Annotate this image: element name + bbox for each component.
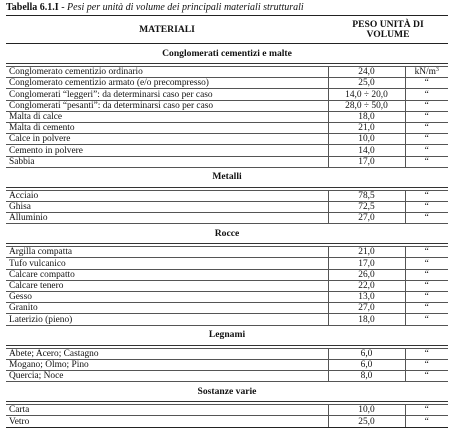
- unit-label: “: [424, 281, 429, 291]
- material-name: Gesso: [6, 292, 328, 303]
- table-header-row: [6, 16, 448, 44]
- unit-weight-value: 27,0: [328, 213, 405, 224]
- section-title: Rocce: [6, 224, 448, 244]
- unit-weight-value: 28,0 ÷ 50,0: [328, 100, 405, 111]
- table-row: [6, 156, 448, 167]
- material-name: Malta di cemento: [6, 122, 328, 133]
- table-row: [6, 89, 448, 100]
- unit-weight-value: 13,0: [328, 292, 405, 303]
- material-name: Calcare compatto: [6, 269, 328, 280]
- table-row: [6, 78, 448, 89]
- unit-exponent: 3: [435, 67, 439, 74]
- material-name: Tufo vulcanico: [6, 258, 328, 269]
- unit-cell: [405, 280, 448, 291]
- unit-label: “: [424, 190, 429, 201]
- unit-label: “: [424, 348, 429, 359]
- material-name: Quercia; Noce: [6, 370, 328, 381]
- unit-cell: [405, 303, 448, 314]
- section-header: [6, 325, 448, 345]
- table-row: [6, 201, 448, 212]
- unit-cell: [405, 201, 448, 212]
- unit-cell: [405, 156, 448, 167]
- table-row: [6, 111, 448, 122]
- material-name: Conglomerato cementizio ordinario: [6, 67, 328, 78]
- unit-cell: [405, 247, 448, 258]
- unit-label: “: [424, 100, 429, 111]
- unit-weight-value: 14,0 ÷ 20,0: [328, 89, 405, 100]
- unit-cell: [405, 67, 448, 78]
- unit-cell: [405, 359, 448, 370]
- unit-cell: [405, 314, 448, 325]
- unit-weight-value: 24,0: [328, 67, 405, 78]
- unit-cell: [405, 269, 448, 280]
- table-row: [6, 67, 448, 78]
- material-name: Laterizio (pieno): [6, 314, 328, 325]
- unit-label: “: [424, 156, 429, 167]
- unit-cell: [405, 258, 448, 269]
- section-title: Conglomerati cementizi e malte: [6, 44, 448, 64]
- unit-cell: [405, 292, 448, 303]
- material-name: Carta: [6, 405, 328, 416]
- unit-weight-value: 78,5: [328, 190, 405, 201]
- material-name: Calcare tenero: [6, 280, 328, 291]
- materials-weight-table: [6, 15, 448, 428]
- material-name: Cemento in polvere: [6, 145, 328, 156]
- material-name: Acciaio: [6, 190, 328, 201]
- table-row: [6, 100, 448, 111]
- unit-weight-value: 6,0: [328, 348, 405, 359]
- unit-label: “: [424, 405, 429, 416]
- unit-label: kN/m: [414, 67, 436, 78]
- header-unit-weight-line2: VOLUME: [366, 28, 410, 40]
- unit-label: “: [424, 416, 429, 427]
- material-name: Granito: [6, 303, 328, 314]
- table-row: [6, 269, 448, 280]
- unit-weight-value: 10,0: [328, 134, 405, 145]
- unit-label: “: [424, 213, 429, 224]
- unit-label: “: [424, 89, 429, 100]
- unit-weight-value: 22,0: [328, 280, 405, 291]
- unit-weight-value: 17,0: [328, 258, 405, 269]
- unit-cell: [405, 370, 448, 381]
- section-header: [6, 44, 448, 64]
- section-header: [6, 167, 448, 187]
- table-title: - Pesi per unità di volume dei principali materiali strutturali: [58, 2, 304, 13]
- unit-label: “: [424, 134, 429, 145]
- section-title: Metalli: [6, 167, 448, 187]
- material-name: Conglomerati “leggeri”: da determinarsi caso per caso: [6, 89, 328, 100]
- header-unit-weight: [328, 16, 448, 44]
- material-name: Mogano; Olmo; Pino: [6, 359, 328, 370]
- unit-weight-value: 26,0: [328, 269, 405, 280]
- table-body: [6, 44, 448, 428]
- unit-label: “: [424, 371, 429, 382]
- unit-weight-value: 27,0: [328, 303, 405, 314]
- unit-cell: [405, 145, 448, 156]
- table-row: [6, 122, 448, 133]
- section-header: [6, 382, 448, 402]
- unit-weight-value: 21,0: [328, 247, 405, 258]
- material-name: Calce in polvere: [6, 134, 328, 145]
- unit-label: “: [424, 314, 429, 325]
- unit-label: “: [424, 359, 429, 370]
- unit-weight-value: 17,0: [328, 156, 405, 167]
- unit-label: “: [424, 269, 429, 280]
- material-name: Sabbia: [6, 156, 328, 167]
- table-row: [6, 213, 448, 224]
- material-name: Malta di calce: [6, 111, 328, 122]
- unit-cell: [405, 348, 448, 359]
- material-name: Argilla compatta: [6, 247, 328, 258]
- unit-weight-value: 21,0: [328, 122, 405, 133]
- table-row: [6, 314, 448, 325]
- unit-label: “: [424, 247, 429, 258]
- header-unit-weight-line1: PESO UNITÀ DI: [352, 18, 424, 30]
- section-title: Legnami: [6, 325, 448, 345]
- table-row: [6, 416, 448, 427]
- material-name: Alluminio: [6, 213, 328, 224]
- unit-weight-value: 6,0: [328, 359, 405, 370]
- table-number: Tabella 6.1.I: [6, 2, 59, 13]
- unit-weight-value: 18,0: [328, 314, 405, 325]
- table-row: [6, 134, 448, 145]
- unit-cell: [405, 190, 448, 201]
- unit-cell: [405, 78, 448, 89]
- table-row: [6, 292, 448, 303]
- unit-cell: [405, 405, 448, 416]
- table-row: [6, 247, 448, 258]
- unit-weight-value: 72,5: [328, 201, 405, 212]
- material-name: Vetro: [6, 416, 328, 427]
- table-row: [6, 190, 448, 201]
- table-row: [6, 145, 448, 156]
- unit-label: “: [424, 202, 429, 213]
- table-row: [6, 258, 448, 269]
- material-name: Ghisa: [6, 201, 328, 212]
- table-row: [6, 370, 448, 381]
- unit-cell: [405, 111, 448, 122]
- table-row: [6, 359, 448, 370]
- unit-label: “: [424, 111, 429, 122]
- unit-weight-value: 14,0: [328, 145, 405, 156]
- unit-cell: [405, 100, 448, 111]
- material-name: Abete; Acero; Castagno: [6, 348, 328, 359]
- unit-cell: [405, 122, 448, 133]
- table-row: [6, 405, 448, 416]
- unit-label: “: [424, 78, 429, 89]
- unit-weight-value: 25,0: [328, 78, 405, 89]
- unit-label: “: [424, 303, 429, 314]
- unit-cell: [405, 213, 448, 224]
- unit-label: “: [424, 292, 429, 303]
- table-caption: [6, 2, 304, 14]
- material-name: Conglomerato cementizio armato (e/o precompresso): [6, 78, 328, 89]
- unit-cell: [405, 134, 448, 145]
- unit-label: “: [424, 145, 429, 156]
- unit-label: “: [424, 123, 429, 134]
- unit-label: “: [424, 258, 429, 269]
- section-title: Sostanze varie: [6, 382, 448, 402]
- section-header: [6, 224, 448, 244]
- unit-weight-value: 18,0: [328, 111, 405, 122]
- table-row: [6, 280, 448, 291]
- material-name: Conglomerati “pesanti”: da determinarsi caso per caso: [6, 100, 328, 111]
- unit-weight-value: 10,0: [328, 405, 405, 416]
- unit-cell: [405, 89, 448, 100]
- unit-cell: [405, 416, 448, 427]
- unit-weight-value: 25,0: [328, 416, 405, 427]
- table-row: [6, 348, 448, 359]
- unit-weight-value: 8,0: [328, 370, 405, 381]
- header-materials: MATERIALI: [6, 16, 328, 44]
- table-row: [6, 303, 448, 314]
